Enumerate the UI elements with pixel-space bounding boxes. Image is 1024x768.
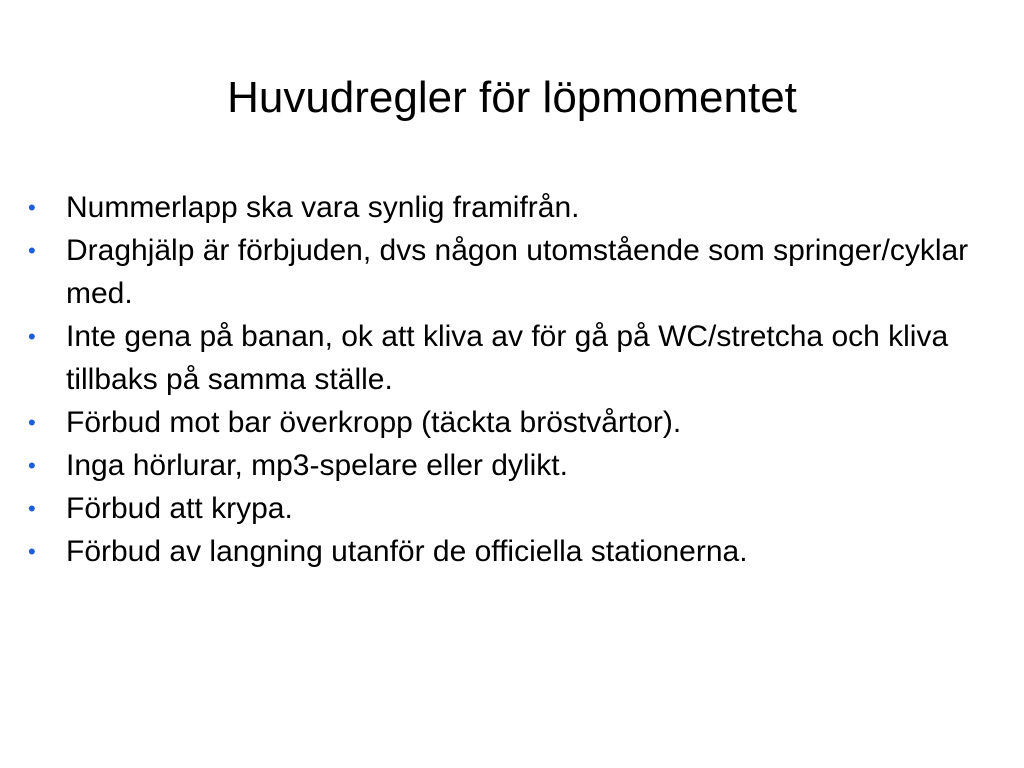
bullet-item: [28, 315, 988, 401]
bullet-item: [28, 401, 988, 444]
slide-title: Huvudregler för löpmomentet: [227, 73, 797, 122]
bullet-text: Förbud av langning utanför de officiella stationerna.: [66, 535, 748, 568]
bullet-text: Inga hörlurar, mp3-spelare eller dylikt.: [66, 449, 568, 482]
bullet-dot-icon: •: [28, 453, 36, 478]
bullet-item: [28, 444, 988, 487]
bullet-text: Inte gena på banan, ok att kliva av för gå på WC/stretcha och kliva tillbaks på samma ställe.: [66, 320, 949, 396]
bullet-item: [28, 530, 988, 573]
bullet-dot-icon: •: [28, 496, 36, 521]
bullet-dot-icon: •: [28, 410, 36, 435]
bullet-list: [28, 186, 988, 573]
bullet-item: [28, 186, 988, 229]
bullet-dot-icon: •: [28, 539, 36, 564]
bullet-item: [28, 487, 988, 530]
bullet-item: [28, 229, 988, 315]
bullet-dot-icon: •: [28, 238, 36, 263]
bullet-dot-icon: •: [28, 324, 36, 349]
bullet-text: Draghjälp är förbjuden, dvs någon utomstående som springer/cyklar med.: [66, 234, 969, 310]
bullet-dot-icon: •: [28, 195, 36, 220]
bullet-text: Förbud att krypa.: [66, 492, 293, 525]
bullet-text: Förbud mot bar överkropp (täckta bröstvårtor).: [66, 406, 682, 439]
bullet-text: Nummerlapp ska vara synlig framifrån.: [66, 191, 580, 224]
